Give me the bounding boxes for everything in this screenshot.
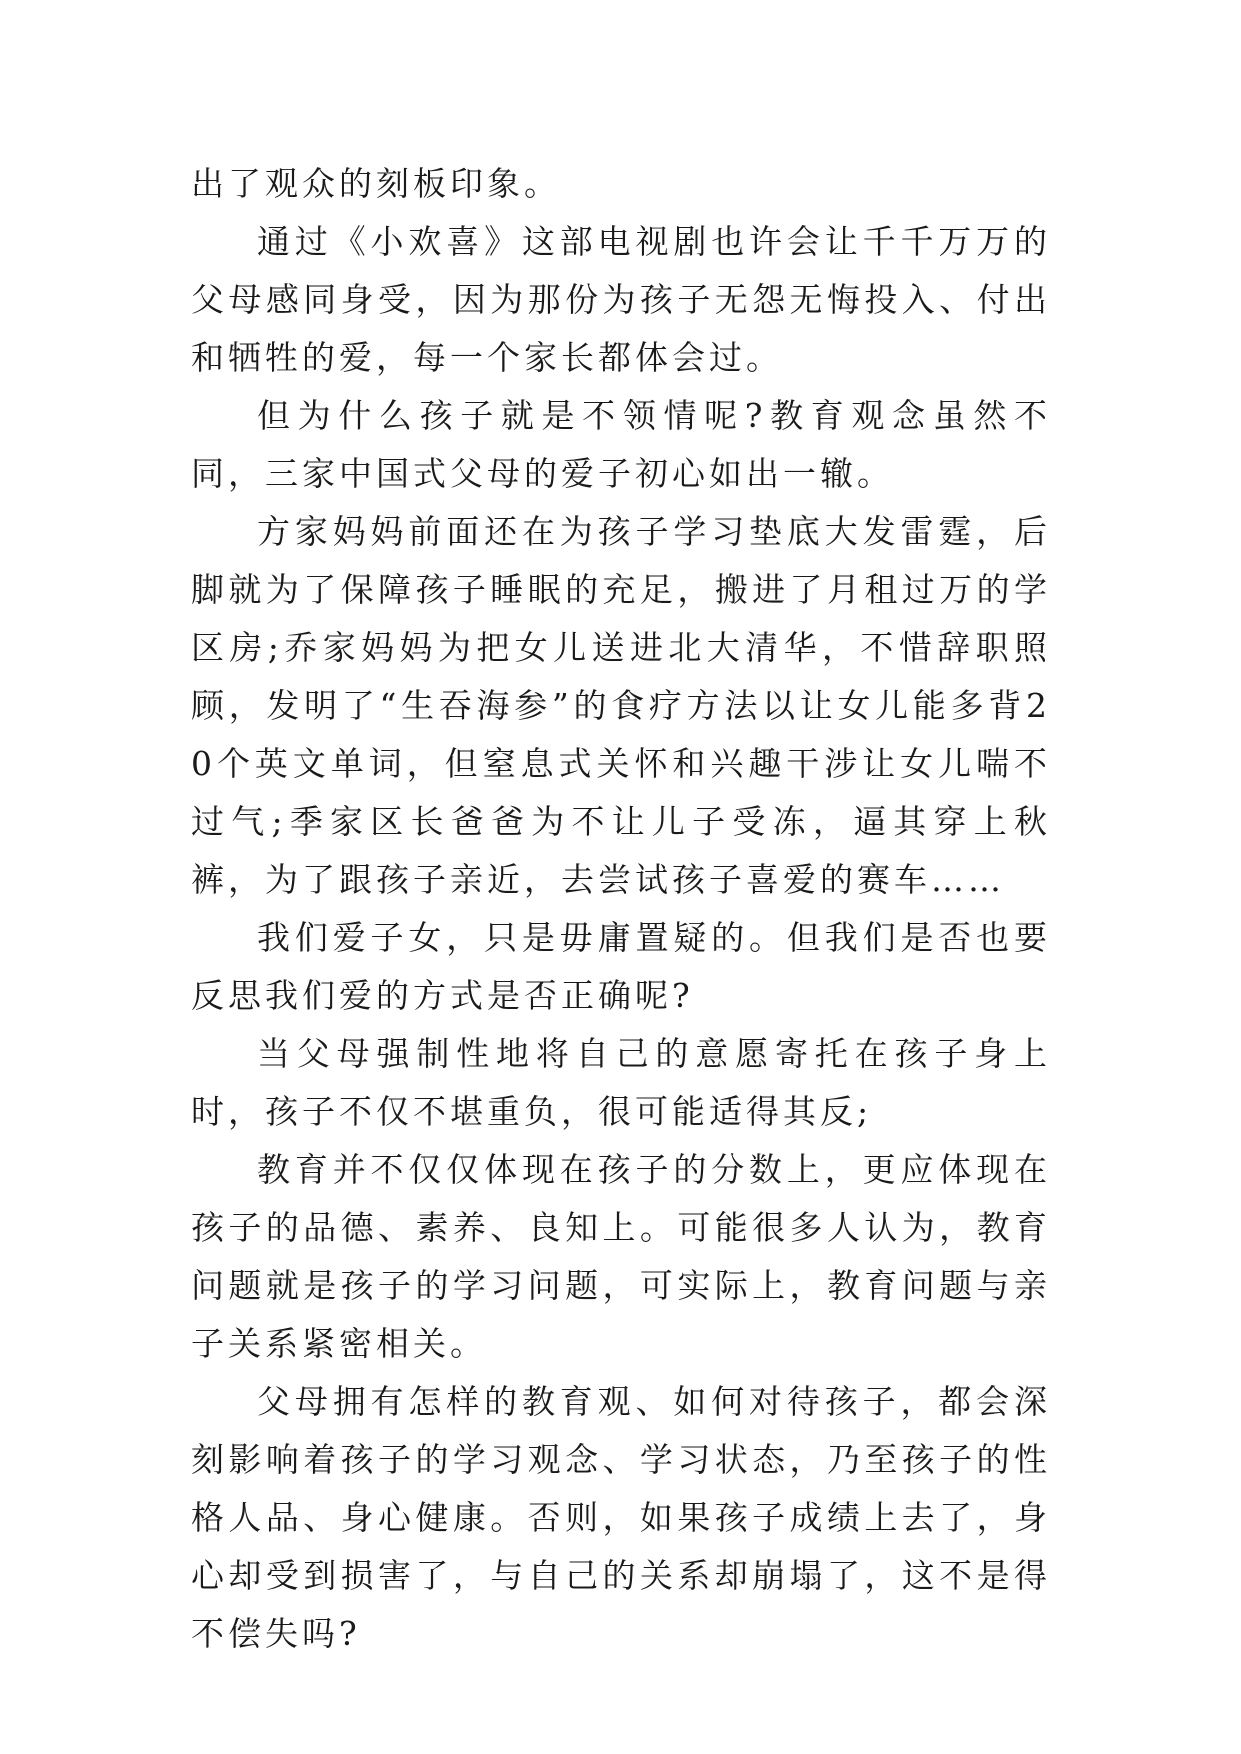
paragraph: 但为什么孩子就是不领情呢?教育观念虽然不同，三家中国式父母的爱子初心如出一辙。 — [191, 396, 1051, 493]
paragraph: 父母拥有怎样的教育观、如何对待孩子，都会深刻影响着孩子的学习观念、学习状态，乃至孩子的性格人品、身心健康。否则，如果孩子成绩上去了，身心却受到损害了，与自己的关系却崩塌了，这不是得不偿失吗? — [191, 1382, 1051, 1653]
paragraph-continuation: 出了观众的刻板印象。 — [191, 164, 561, 203]
paragraph: 当父母强制性地将自己的意愿寄托在孩子身上时，孩子不仅不堪重负，很可能适得其反; — [191, 1034, 1051, 1131]
paragraph: 方家妈妈前面还在为孩子学习垫底大发雷霆，后脚就为了保障孩子睡眠的充足，搬进了月租过万的学区房;乔家妈妈为把女儿送进北大清华，不惜辞职照顾，发明了“生吞海参”的食疗方法以让女儿能多背20个英文单词，但窒息式关怀和兴趣干涉让女儿喘不过气;季家区长爸爸为不让儿子受冻，逼其穿上秋裤，为了跟孩子亲近，去尝试孩子喜爱的赛车…… — [191, 512, 1051, 899]
paragraph: 我们爱子女，只是毋庸置疑的。但我们是否也要反思我们爱的方式是否正确呢? — [191, 918, 1051, 1015]
document-body — [191, 155, 1051, 1663]
paragraph: 通过《小欢喜》这部电视剧也许会让千千万万的父母感同身受，因为那份为孩子无怨无悔投入、付出和牺牲的爱，每一个家长都体会过。 — [191, 222, 1051, 377]
paragraph: 教育并不仅仅体现在孩子的分数上，更应体现在孩子的品德、素养、良知上。可能很多人认为，教育问题就是孩子的学习问题，可实际上，教育问题与亲子关系紧密相关。 — [191, 1150, 1051, 1363]
